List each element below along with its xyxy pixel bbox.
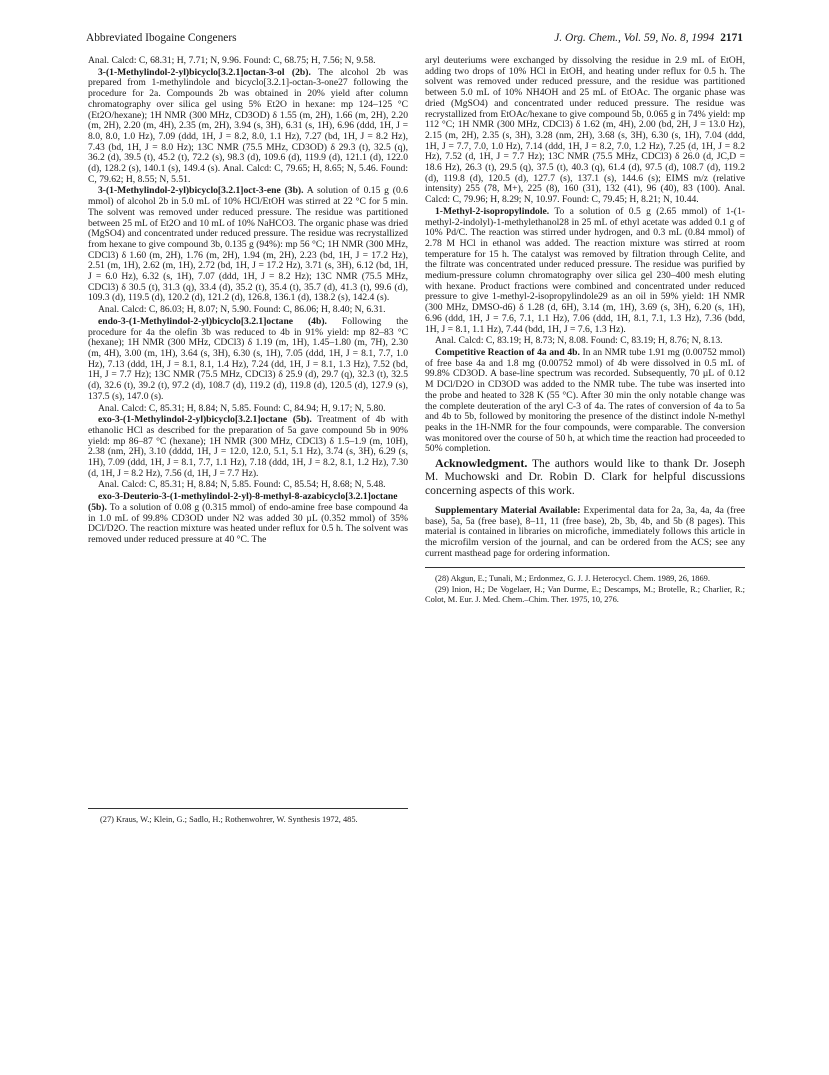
running-title: Abbreviated Ibogaine Congeners [86,32,237,44]
section-heading: Competitive Reaction of 4a and 4b. [435,346,580,358]
journal-citation [554,32,743,44]
paragraph: Anal. Calcd: C, 86.03; H, 8.07; N, 5.90. Found: C, 86.06; H, 8.40; N, 6.31. [98,304,386,316]
page-number: 2171 [720,32,743,44]
acknowledgment-text: The authors would like to thank Dr. Joseph M. Muchowski and Dr. Robin D. Clark for helpful discussions concerning aspects of this work. [425,457,745,497]
footnote: (28) Akgun, E.; Tunali, M.; Erdonmez, G. J. J. Heterocycl. Chem. 1989, 26, 1869. [435,574,710,584]
supplementary-text: Experimental data for 2a, 3a, 4a, 4a (free base), 5a, 5a (free base), 8–11, 11 (free base), 2b, 3b, 4b, and 5b (8 pages). This material is contained in libraries on microfiche, immediately follows this article in the microfilm version of the journal, and can be ordered from the ACS; see any current masthead page for ordering information. [425,504,745,559]
left-column [88,56,408,547]
paragraph: Anal. Calcd: C, 68.31; H, 7.71; N, 9.96. Found: C, 68.75; H, 7.56; N, 9.58. [88,55,376,66]
running-header [86,32,743,50]
footnote: (27) Kraus, W.; Klein, G.; Sadlo, H.; Rothenwohrer, W. Synthesis 1972, 485. [100,815,358,824]
acknowledgment [425,457,745,497]
right-column [425,56,745,605]
paragraph [425,348,745,455]
paragraph: aryl deuteriums were exchanged by dissolving the residue in 2.9 mL of EtOH, adding two drops of 10% HCl in EtOH, and heating under reflux for 0.5 h. The solvent was removed under reduced pressure, and the residue was partitioned between 5.0 mL of 10% NH4OH and 25 mL of EtOAc. The organic phase was dried (MgSO4) and concentrated under reduced pressure. The residue was recrystallized from EtOAc/hexane to give compound 5b, 0.065 g in 74% yield: mp 112 °C; 1H NMR (300 MHz, CDCl3) δ 1.62 (m, 4H), 2.00 (bd, 2H, J = 13.0 Hz), 2.15 (m, 2H), 2.35 (s, 3H), 3.28 (nm, 2H), 3.68 (s, 3H), 6.30 (s, 1H), 7.04 (ddd, 1H, J = 7.7, 7.0, 1.0 Hz), 7.14 (ddd, 1H, J = 8.2, 7.0, 1.2 Hz), 7.25 (d, 1H, J = 8.2 Hz), 7.52 (d, 1H, J = 7.7 Hz); 13C NMR (75.5 MHz, CDCl3) δ 26.0 (d, JC,D = 18.6 Hz), 26.3 (t), 29.5 (q), 37.5 (t), 40.3 (q), 61.4 (d), 97.5 (d), 108.7 (d), 119.2 (d), 119.8 (d), 120.5 (d), 127.7 (s), 137.1 (s), 144.6 (s); EIMS m/z (relative intensity) 255 (78, M+), 225 (8), 160 (31), 132 (41), 96 (40), 83 (100). Anal. Calcd: C, 79.96; H, 8.29; N, 10.97. Found: C, 79.45; H, 8.21; N, 10.44. [425,55,745,206]
paragraph [425,207,745,335]
paragraph [88,317,408,403]
supplementary-material [425,506,745,560]
paragraph: Anal. Calcd: C, 85.31; H, 8.84; N, 5.85. Found: C, 85.54; H, 8.68; N, 5.48. [98,479,386,491]
paragraph-text: To a solution of 0.5 g (2.65 mmol) of 1-(1-methyl-2-indolyl)-1-methylethanol28 in 25 mL of ethyl acetate was added 0.1 g of 10% Pd/C. The reaction was stirred under hydrogen, and 0.3 mL (0.84 mmol) of 2.78 M HCl in ethanol was added. The reaction mixture was stirred at room temperature for 15 h. The catalyst was removed by filtration through Celite, and the filtrate was concentrated under reduced pressure. The residue was purified by medium-pressure column chromatography over silica gel 230–400 mesh eluting with hexane. Product fractions were combined and concentrated under reduced pressure to give 1-methyl-2-isopropylindole29 as an oil in 59% yield: 1H NMR (300 MHz, DMSO-d6) δ 1.28 (d, 6H), 3.14 (m, 1H), 3.69 (s, 3H), 6.20 (s, 1H), 6.96 (ddd, 1H, J = 7.6, 7.1, 1.1 Hz), 7.06 (ddd, 1H, 8.1, 7.1, 1.3 Hz), 7.36 (bdd, 1H, J = 8.1, 1.1 Hz), 7.44 (bdd, 1H, J = 7.6, 1.3 Hz). [425,205,745,335]
paragraph-text: Following the procedure for 4a the olefin 3b was reduced to 4b in 91% yield: mp 82–83 °C (hexane); 1H NMR (300 MHz, CDCl3) δ 1.19 (m, 1H), 1.45–1.80 (m, 7H), 2.30 (m, 4H), 3.00 (m, 1H), 3.64 (s, 3H), 6.30 (s, 1H), 7.05 (ddd, 1H, J = 8.1, 7.7, 1.0 Hz), 7.13 (ddd, 1H, J = 8.1, 8.1, 1.4 Hz), 7.24 (dd, 1H, J = 8.1, 1.3 Hz), 7.52 (bd, 1H, J = 7.7 Hz); 13C NMR (75.5 MHz, CDCl3) δ 25.9 (d), 29.7 (q), 32.3 (t), 32.5 (d), 32.6 (t), 39.2 (t), 97.2 (d), 108.7 (d), 119.2 (d), 119.8 (d), 120.5 (d), 127.9 (s), 137.5 (s), 147.0 (s). [88,315,408,402]
left-footnotes [88,800,408,829]
compound-heading: exo-3-Deuterio-3-(1-methylindol-2-yl)-8-methyl-8-azabicyclo[3.2.1]octane (5b). [88,491,398,513]
paragraph-text: A solution of 0.15 g (0.6 mmol) of alcohol 2b in 5.0 mL of 10% HCl/EtOH was stirred at 22 °C for 5 min. The solvent was removed under reduced pressure. The residue was partitioned between 25 mL of Et2O and 10 mL of 10% NaHCO3. The organic phase was dried (MgSO4) and concentrated under reduced pressure. The residue was recrystallized from hexane to give compound 3b, 0.135 g (94%): mp 56 °C; 1H NMR (300 MHz, CDCl3) δ 1.60 (m, 2H), 1.76 (m, 2H), 1.94 (m, 2H), 2.23 (bd, 1H, J = 17.2 Hz), 2.51 (m, 1H), 2.62 (m, 1H), 2.72 (bd, 1H, J = 17.2 Hz), 3.71 (s, 3H), 6.12 (bd, 1H, J = 6.0 Hz), 6.32 (s, 1H), 7.07 (ddd, 1H, J = 8.2 Hz); 13C NMR (75.5 MHz, CDCl3) δ 30.5 (t), 31.3 (q), 33.4 (d), 35.2 (t), 35.4 (t), 35.7 (d), 41.3 (t), 99.6 (d), 109.3 (d), 119.5 (d), 120.2 (d), 121.2 (d), 126.8, 136.1 (d), 138.2 (s), 142.4 (s). [88,185,408,304]
paragraph-text: Treatment of 4b with ethanolic HCl as described for the preparation of 5a gave compound 5b in 90% yield: mp 86–87 °C (hexane); 1H NMR (300 MHz, CDCl3) δ 1.5–1.9 (m, 10H), 2.38 (nm, 2H), 3.10 (dddd, 1H, J = 12.0, 12.0, 5.1, 5.1 Hz), 3.74 (s, 3H), 6.29 (s, 1H), 7.09 (ddd, 1H, J = 8.1, 7.7, 1.1 Hz), 7.18 (ddd, 1H, J = 8.2, 8.1, 1.2 Hz), 7.30 (d, 1H, J = 8.2 Hz), 7.56 (d, 1H, J = 7.7 Hz). [88,414,408,479]
compound-heading: 1-Methyl-2-isopropylindole. [435,205,550,217]
supplementary-heading: Supplementary Material Available: [435,504,581,516]
paragraph [88,492,408,546]
paragraph [88,186,408,304]
paragraph-text: To a solution of 0.08 g (0.315 mmol) of endo-amine free base compound 4a in 1.0 mL of 99.8% CD3OD under N2 was added 30 µL (0.352 mmol) of 35% DCl/D2O. The reaction mixture was heated under reflux for 0.5 h. The solvent was removed under reduced pressure at 40 °C. The [88,501,408,545]
compound-heading: 3-(1-Methylindol-2-yl)bicyclo[3.2.1]octan-3-ol (2b). [98,66,311,78]
paragraph: Anal. Calcd: C, 83.19; H, 8.73; N, 8.08. Found: C, 83.19; H, 8.76; N, 8.13. [435,335,723,347]
journal-name: J. Org. Chem., Vol. 59, No. 8, 1994 [554,32,715,44]
footnote: (29) Inion, H.; De Vogelaer, H.; Van Durme, E.; Descamps, M.; Brotelle, R.; Charlier, R.; Colot, M. Eur. J. Med. Chem.–Chim. Ther. 1975, 10, 276. [425,585,745,604]
paragraph-text: The alcohol 2b was prepared from 1-methylindole and bicyclo[3.2.1]-octan-3-one27 following the procedure for 2a. Compounds 2b was obtained in 20% yield after column chromatography over silica gel using 5% Et2O in hexane: mp 124–125 °C (Et2O/hexane); 1H NMR (300 MHz, CD3OD) δ 1.55 (m, 2H), 1.66 (m, 2H), 2.20 (m, 2H), 2.20 (m, 4H), 2.35 (m, 2H), 3.94 (s, 3H), 6.31 (s, 1H), 6.96 (ddd, 1H, J = 8.0, 8.0, 1.0 Hz), 7.09 (ddd, 1H, J = 8.2, 8.0, 1.1 Hz), 7.27 (bd, 1H, J = 8.2 Hz), 7.43 (bd, 1H, J = 8.0 Hz); 13C NMR (75.5 MHz, CD3OD) δ 29.3 (t), 32.5 (q), 36.2 (d), 39.5 (t), 45.2 (t), 72.2 (s), 98.3 (d), 109.6 (d), 119.9 (d), 121.1 (d), 122.0 (d), 128.2 (s), 140.1 (s), 149.4 (s). Anal. Calcd: C, 79.65; H, 8.65; N, 5.46. Found: C, 79.62; H, 8.55; N, 5.51. [88,66,408,185]
compound-heading: 3-(1-Methylindol-2-yl)bicyclo[3.2.1]oct-3-ene (3b). [98,185,304,197]
paragraph-text: In an NMR tube 1.91 mg (0.00752 mmol) of free base 4a and 1.8 mg (0.00752 mmol) of 4b were dissolved in 0.5 mL of 99.8% CD3OD. A base-line spectrum was recorded. Subsequently, 70 µL of 0.12 M DCl/D2O in CD3OD was added to the NMR tube. The tube was inserted into the probe and heated to 328 K (55 °C). After 30 min the only notable change was the complete deuteration of the aryl C-3 of 4a. The rates of conversion of 4a to 5a and 4b to 5b, followed by monitoring the presence of the distinct indole N-methyl peaks in the 1H-NMR for the four compounds, were comparable. The conversion was monitored over the course of 50 h, at which time the reaction had proceeded to 50% completion. [425,346,745,455]
footnote-divider [88,808,408,809]
footnote-divider [425,567,745,568]
compound-heading: exo-3-(1-Methylindol-2-yl)bicyclo[3.2.1]octane (5b). [98,414,312,426]
acknowledgment-heading: Acknowledgment. [435,456,528,471]
compound-heading: endo-3-(1-Methylindol-2-yl)bicyclo[3.2.1]octane (4b). [98,315,327,327]
paragraph: Anal. Calcd: C, 85.31; H, 8.84; N, 5.85. Found: C, 84.94; H, 9.17; N, 5.80. [98,402,386,414]
paragraph [88,68,408,186]
paragraph [88,415,408,479]
